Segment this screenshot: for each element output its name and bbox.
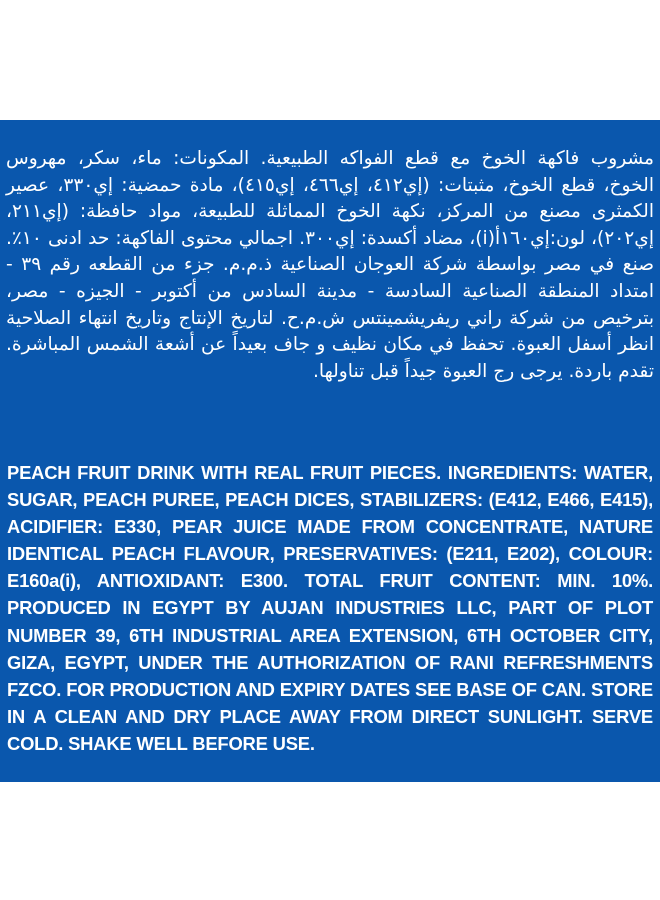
arabic-ingredients-text: مشروب فاكهة الخوخ مع قطع الفواكه الطبيعية. المكونات: ماء، سكر، مهروس الخوخ، قطع الخوخ، مثبتات: (إي٤١٢، إي٤٦٦، إي٤١٥)، مادة حمضية: إي٣٣٠، عصير الكمثرى مصنع من المركز، نكهة الخوخ المماثلة للطبيعة، مواد حافظة: (إي٢١١، إي٢٠٢)، لون:إي١٦٠أ(i)، مضاد أكسدة: إي٣٠٠. اجمالي محتوى الفاكهة: حد ادنى ١٠٪. صنع في مصر بواسطة شركة العوجان الصناعية ذ.م.م. جزء من القطعه رقم ٣٩ - امتداد المنطقة الصناعية السادسة - مدينة السادس من أكتوبر - الجيزه - مصر، بترخيص من شركة راني ريفريشمينتس ش.م.ح. لتاريخ الإنتاج وتاريخ انتهاء الصلاحية انظر أسفل العبوة. تحفظ في مكان نظيف و جاف بعيداً عن أشعة الشمس المباشرة. تقدم باردة. يرجى رج العبوة جيداً قبل تناولها. <box>6 148 654 382</box>
english-ingredients-text: PEACH FRUIT DRINK WITH REAL FRUIT PIECES. INGREDIENTS: WATER, SUGAR, PEACH PUREE, PEACH DICES, STABILIZERS: (E412, E466, E415), ACIDIFIER: E330, PEAR JUICE MADE FROM CONCENTRATE, NATURE IDENTICAL PEACH FLAVOUR, PRESERVATIVES: (E211, E202), COLOUR: E160a(i), ANTIOXIDANT: E300. TOTAL FRUIT CONTENT: MIN. 10%. PRODUCED IN EGYPT BY AUJAN INDUSTRIES LLC, PART OF PLOT NUMBER 39, 6TH INDUSTRIAL AREA EXTENSION, 6TH OCTOBER CITY, GIZA, EGYPT, UNDER THE AUTHORIZATION OF RANI REFRESHMENTS FZCO. FOR PRODUCTION AND EXPIRY DATES SEE BASE OF CAN. STORE IN A CLEAN AND DRY PLACE AWAY FROM DIRECT SUNLIGHT. SERVE COLD. SHAKE WELL BEFORE USE. <box>7 462 653 754</box>
label-panel <box>0 120 660 782</box>
